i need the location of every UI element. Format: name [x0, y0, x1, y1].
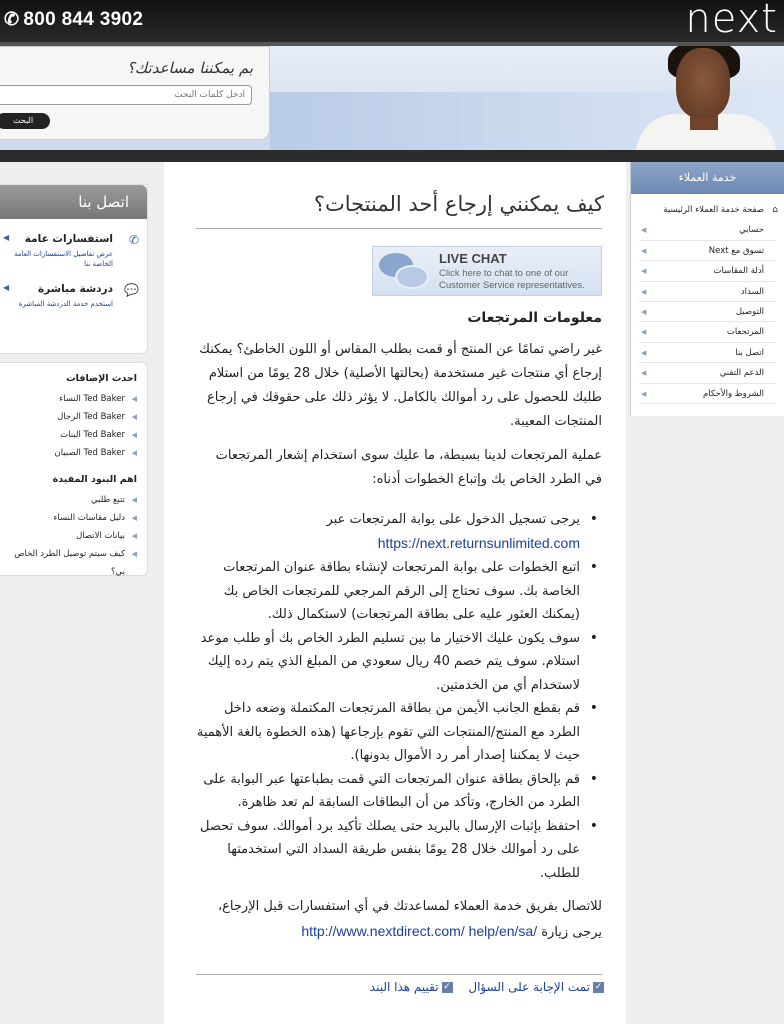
answered-label[interactable]: تمت الإجابة على السؤال [468, 980, 590, 994]
useful-item[interactable] [4, 491, 137, 509]
chevron-left-icon: ◀ [641, 348, 647, 357]
page-title: كيف يمكنني إرجاع أحد المنتجات؟ [313, 192, 604, 216]
steps-list [196, 508, 602, 885]
step-item: • اتبع الخطوات على بوابة المرتجعات لإنشاء بطاقة عنوان المرتجعات الخاصة بك. سوف تحتاج إلى الرقم المرجعي للمرتجعات الخاص بك (يمكنك العثور عليه على بطاقة المرتجعات) لاستكمال ذلك. [196, 556, 602, 627]
chevron-left-icon: ◀ [131, 395, 137, 403]
contact-heading: اتصل بنا [0, 185, 147, 219]
nav-item-account[interactable] [639, 220, 776, 240]
chevron-left-icon: ◀ [641, 246, 647, 255]
nav-item-label[interactable]: صفحة خدمة العملاء الرئيسية [663, 205, 764, 215]
step-item: • قم بإلحاق بطاقة عنوان المرتجعات التي قمت بطباعتها عبر البوابة على الطرد من الخارج، وتأكد من أن البطاقات السابقة لم تعد ظاهرة. [196, 768, 602, 815]
closing-text: للاتصال بفريق خدمة العملاء لمساعدتك في أي استفسارات قبل الإرجاع، يرجى زيارة [217, 899, 602, 940]
closing-paragraph [196, 895, 602, 945]
customer-service-nav [630, 162, 784, 416]
rate-link[interactable] [370, 980, 453, 994]
rate-label[interactable]: تقييم هذا البند [369, 980, 439, 994]
main-content [164, 162, 626, 1024]
live-chat-link[interactable] [0, 283, 147, 309]
links-panel [0, 362, 148, 576]
nav-item-label[interactable]: المرتجعات [726, 327, 764, 338]
nav-item-delivery[interactable] [639, 302, 776, 322]
model-photo [606, 46, 784, 150]
search-prompt: بم يمكننا مساعدتك؟ [126, 59, 253, 77]
latest-item[interactable] [4, 444, 137, 462]
useful-list [0, 491, 147, 577]
step-item: • احتفظ بإثبات الإرسال بالبريد حتى يصلك تأكيد برد أموالك. سوف تحصل على رد أموالك خلال 28 يومًا بنفس طريقة السداد التي استخدمتها للطلب. [196, 815, 602, 886]
chat-bubble-icon: 💬 [124, 283, 139, 297]
nav-heading: خدمة العملاء [631, 162, 784, 194]
next-logo[interactable]: next [685, 0, 778, 42]
step-item: • قم بقطع الجانب الأيمن من بطاقة المرتجعات المكتملة وضعه داخل الطرد مع المنتج/المنتجات التي تقوم بإرجاعها (هذه الخطوة بالغة الأهمية حيث لا يمكننا إصدار أمر رد الأموال بدونها). [196, 697, 602, 768]
section-heading: معلومات المرتجعات [467, 310, 602, 326]
live-chat-banner[interactable] [372, 246, 602, 296]
nav-item-home[interactable] [639, 200, 776, 220]
nav-item-label[interactable]: حسابي [739, 225, 764, 236]
top-bar [0, 0, 784, 42]
useful-item-label[interactable]: بيانات الاتصال [76, 531, 125, 541]
chevron-left-icon: ◀ [641, 267, 647, 276]
useful-item[interactable] [4, 509, 137, 527]
chevron-left-icon: ◀ [641, 307, 647, 316]
nav-item-terms[interactable] [639, 384, 776, 404]
chevron-left-icon: ◀ [3, 283, 10, 292]
chevron-left-icon: ◀ [131, 413, 137, 421]
step-item: • سوف يكون عليك الاختيار ما بين تسليم الطرد الخاص بك أو طلب موعد استلام. سوف يتم خصم 40 ريال سعودي من المبلغ الذي يتم رده إليك لاستخدام أي من الخدمتين. [196, 627, 602, 698]
bottom-divider [196, 974, 602, 975]
search-panel [0, 46, 270, 140]
step-item [196, 508, 602, 556]
latest-item-label[interactable]: Ted Baker النساء [59, 394, 125, 404]
article-body [196, 310, 602, 955]
chevron-left-icon: ◀ [641, 369, 647, 378]
chevron-left-icon: ◀ [641, 226, 647, 235]
latest-list [0, 390, 147, 462]
nav-item-label[interactable]: الشروط والأحكام [702, 388, 764, 399]
nav-item-label[interactable]: تسوق مع Next [708, 245, 764, 256]
search-button[interactable]: البحث [0, 113, 50, 129]
checkbox-icon: ✓ [443, 982, 451, 992]
nav-item-size-guides[interactable] [639, 261, 776, 281]
phone-number[interactable] [4, 9, 143, 31]
useful-item-label[interactable]: دليل مقاسات النساء [53, 513, 125, 523]
chevron-left-icon: ◀ [131, 449, 137, 457]
useful-item-label[interactable]: كيف سيتم توصيل الطرد الخاص بي؟ [14, 549, 125, 577]
nav-item-label[interactable]: اتصل بنا [735, 347, 764, 358]
model-face [676, 48, 730, 118]
nav-item-returns[interactable] [639, 322, 776, 342]
title-divider [196, 228, 602, 229]
checkbox-icon: ✓ [594, 982, 603, 992]
chevron-left-icon: ◀ [131, 431, 137, 439]
feedback-bar [358, 980, 604, 994]
chevron-left-icon: ◀ [131, 550, 137, 558]
intro-paragraph: غير راضي تمامًا عن المنتج أو قمت بطلب المقاس أو اللون الخاطئ؟ يمكنك إرجاع أي منتجات غير مستخدمة (بحالتها الأصلية) خلال 28 يومًا من استلام طلبك للحصول على رد أموالك بالكامل. لا يؤثر ذلك على حقوقك في إرجاع المنتجات المعيبة. [199, 342, 602, 429]
chat-bubbles-icon [379, 253, 431, 291]
useful-item[interactable] [4, 527, 137, 545]
chat-bubble-front [395, 265, 429, 289]
nav-item-contact[interactable] [639, 343, 776, 363]
chevron-left-icon: ◀ [641, 389, 647, 398]
chevron-left-icon: ◀ [3, 233, 10, 242]
latest-heading: احدث الإضافات [66, 373, 137, 384]
header-divider [0, 150, 784, 162]
latest-item-label[interactable]: Ted Baker البنات [60, 430, 125, 440]
phone-icon: ✆ [128, 233, 139, 247]
search-input[interactable] [0, 85, 252, 105]
general-enquiries[interactable] [0, 233, 147, 269]
latest-item[interactable] [4, 390, 137, 408]
nav-item-payment[interactable] [639, 282, 776, 302]
chevron-left-icon: ◀ [641, 287, 647, 296]
general-title[interactable]: استفسارات عامة [24, 233, 113, 245]
home-icon: ⌂ [772, 205, 778, 215]
phone-text: 800 844 3902 [23, 9, 144, 30]
nav-list [631, 194, 784, 404]
contact-panel [0, 184, 148, 354]
latest-item-label[interactable]: Ted Baker الرجال [57, 412, 125, 422]
process-paragraph: عملية المرتجعات لدينا بسيطة، ما عليك سوى استخدام إشعار المرتجعات في الطرد الخاص بك وإتباع الخطوات أدناه: [215, 448, 602, 487]
latest-item[interactable] [4, 426, 137, 444]
chevron-left-icon: ◀ [131, 496, 137, 504]
nav-item-label[interactable]: التوصيل [735, 306, 764, 317]
useful-item[interactable] [4, 545, 137, 577]
step1-text: يرجى تسجيل الدخول على بوابة المرتجعات عبر [326, 512, 580, 527]
nav-item-label[interactable]: السداد [740, 286, 764, 297]
nav-item-label[interactable]: الدعم التقني [719, 368, 764, 379]
general-sub[interactable]: عرض تفاصيل الاستفسارات العامة الخاصة بنا [14, 250, 113, 268]
returns-portal-link[interactable]: https://next.returnsunlimited.com [377, 534, 580, 551]
nav-item-shopping[interactable] [639, 241, 776, 261]
help-link[interactable]: http://www.nextdirect.com/ help/en/sa/ [301, 923, 538, 939]
nav-item-tech-support[interactable] [639, 363, 776, 383]
chat-sub[interactable]: استخدم خدمة الدردشة المباشرة [18, 300, 113, 308]
latest-item[interactable] [4, 408, 137, 426]
chat-title[interactable]: دردشة مباشرة [38, 283, 113, 295]
useful-heading: اهم البنود المفيدة [52, 474, 137, 485]
live-chat-subtitle[interactable]: Click here to chat to one of our Customer Service representatives. [439, 268, 585, 291]
useful-item-label[interactable]: تتبع طلبي [91, 495, 125, 505]
latest-item-label[interactable]: Ted Baker الصبيان [54, 448, 125, 458]
chevron-left-icon: ◀ [131, 514, 137, 522]
live-chat-title[interactable]: LIVE CHAT [439, 251, 507, 266]
header [0, 46, 784, 150]
nav-item-label[interactable]: أدلة المقاسات [713, 266, 764, 277]
chevron-left-icon: ◀ [641, 328, 647, 337]
answered-link[interactable] [468, 980, 604, 994]
chevron-left-icon: ◀ [131, 532, 137, 540]
phone-icon: ✆ [4, 9, 20, 29]
